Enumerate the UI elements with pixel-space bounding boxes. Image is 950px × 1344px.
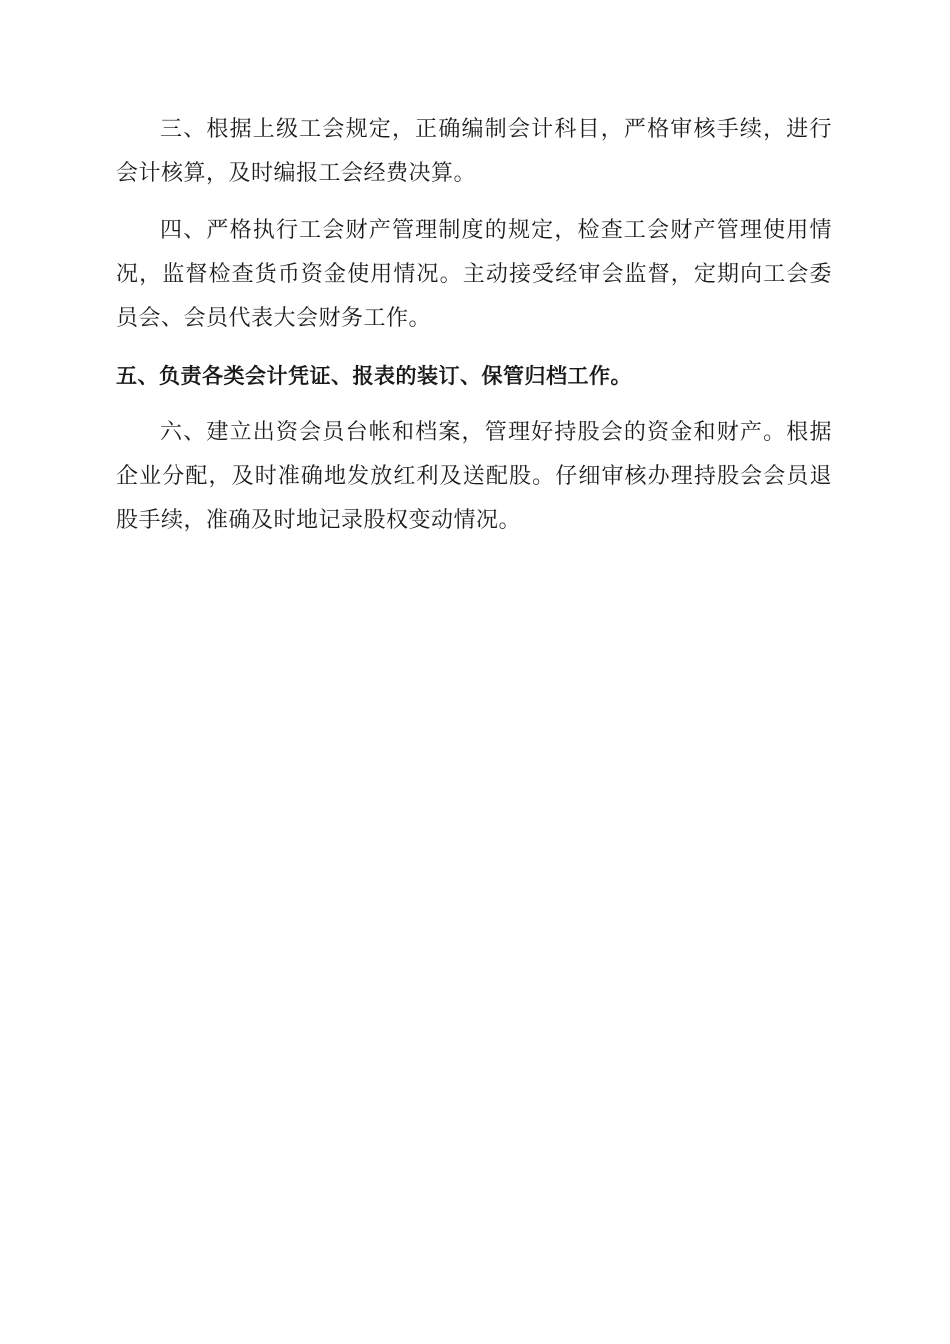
paragraph-item-3: 三、根据上级工会规定，正确编制会计科目，严格审核手续，进行会计核算，及时编报工会经费决算。 (116, 117, 832, 186)
paragraph-item-4: 四、严格执行工会财产管理制度的规定，检查工会财产管理使用情况，监督检查货币资金使用情况。主动接受经审会监督，定期向工会委员会、会员代表大会财务工作。 (116, 218, 832, 331)
document-body (116, 108, 832, 556)
paragraph-item-6: 六、建立出资会员台帐和档案，管理好持股会的资金和财产。根据企业分配，及时准确地发放红利及送配股。仔细审核办理持股会会员退股手续，准确及时地记录股权变动情况。 (116, 420, 832, 533)
paragraph-item-5: 五、负责各类会计凭证、报表的装订、保管归档工作。 (116, 364, 632, 388)
